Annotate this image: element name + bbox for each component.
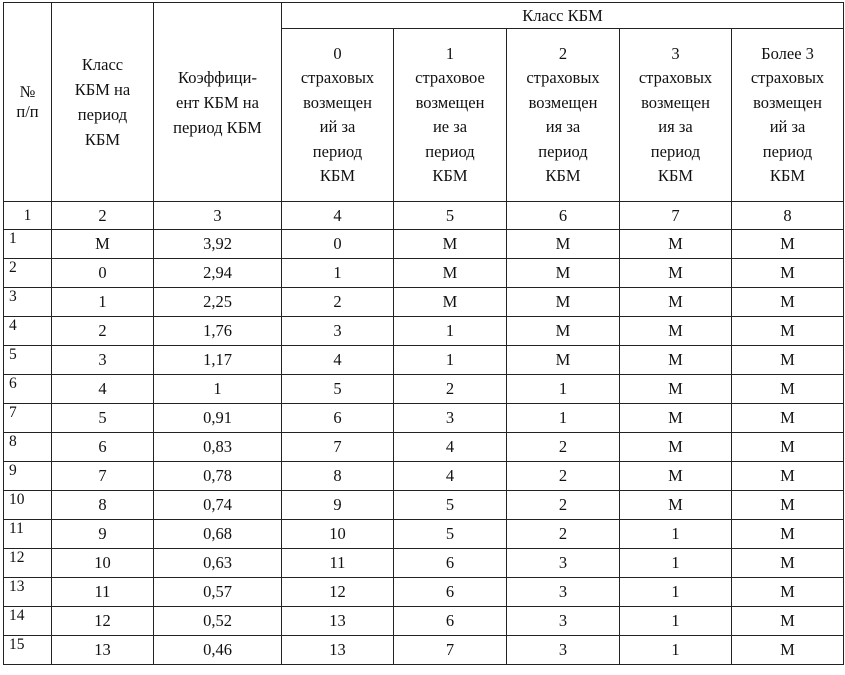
claims-0-cell: 1 [282,259,394,288]
column-number: 5 [394,202,507,230]
row-number: 12 [4,549,52,578]
row-number: 2 [4,259,52,288]
table-row [4,433,844,462]
claims-2-cell: М [507,317,620,346]
claims-1-cell: М [394,288,507,317]
claims-more-3-cell: М [732,404,844,433]
claims-1-cell: 1 [394,317,507,346]
coefficient-cell: 2,25 [154,288,282,317]
claims-0-cell: 13 [282,636,394,665]
coefficient-cell: 2,94 [154,259,282,288]
row-number: 6 [4,375,52,404]
row-number: 10 [4,491,52,520]
claims-1-cell: 5 [394,520,507,549]
claims-0-cell: 2 [282,288,394,317]
table-row [4,607,844,636]
claims-1-cell: 6 [394,607,507,636]
table-row [4,259,844,288]
claims-3-cell: М [620,375,732,404]
kbm-class-cell: 0 [52,259,154,288]
table-row [4,288,844,317]
table-row [4,578,844,607]
kbm-class-cell: 2 [52,317,154,346]
claims-3-cell: М [620,317,732,346]
claims-more-3-cell: М [732,491,844,520]
kbm-class-cell: 11 [52,578,154,607]
claims-2-cell: 3 [507,636,620,665]
header-row-number: № п/п [4,3,52,202]
claims-1-cell: М [394,259,507,288]
claims-3-cell: М [620,433,732,462]
claims-more-3-cell: М [732,346,844,375]
claims-1-cell: М [394,230,507,259]
claims-2-cell: 3 [507,607,620,636]
claims-more-3-cell: М [732,317,844,346]
claims-0-cell: 4 [282,346,394,375]
claims-1-cell: 6 [394,578,507,607]
table-row [4,636,844,665]
claims-0-cell: 6 [282,404,394,433]
claims-3-cell: М [620,491,732,520]
claims-2-cell: М [507,288,620,317]
claims-2-cell: 1 [507,404,620,433]
claims-1-cell: 2 [394,375,507,404]
coefficient-cell: 1,76 [154,317,282,346]
column-number: 2 [52,202,154,230]
table-row [4,520,844,549]
claims-more-3-cell: М [732,462,844,491]
claims-2-cell: М [507,346,620,375]
table-body [4,202,844,665]
claims-0-cell: 11 [282,549,394,578]
column-number: 8 [732,202,844,230]
claims-1-cell: 7 [394,636,507,665]
table-row [4,230,844,259]
claims-1-cell: 1 [394,346,507,375]
row-number: 8 [4,433,52,462]
claims-1-cell: 6 [394,549,507,578]
coefficient-cell: 0,63 [154,549,282,578]
coefficient-cell: 0,74 [154,491,282,520]
table-row [4,491,844,520]
kbm-class-cell: 10 [52,549,154,578]
row-number: 13 [4,578,52,607]
column-number-row [4,202,844,230]
claims-0-cell: 10 [282,520,394,549]
claims-1-cell: 4 [394,433,507,462]
column-number: 6 [507,202,620,230]
header-claims-3: 3 страховых возмещен ия за период КБМ [620,29,732,202]
kbm-class-cell: 5 [52,404,154,433]
claims-2-cell: 2 [507,462,620,491]
kbm-table [3,2,844,665]
claims-3-cell: 1 [620,636,732,665]
header-claims-more-3: Более 3 страховых возмещен ий за период КБМ [732,29,844,202]
claims-more-3-cell: М [732,259,844,288]
coefficient-cell: 0,57 [154,578,282,607]
kbm-class-cell: 3 [52,346,154,375]
claims-more-3-cell: М [732,549,844,578]
column-number: 7 [620,202,732,230]
coefficient-cell: 0,78 [154,462,282,491]
claims-more-3-cell: М [732,520,844,549]
claims-2-cell: 2 [507,433,620,462]
row-number: 15 [4,636,52,665]
table-row [4,404,844,433]
kbm-class-cell: 13 [52,636,154,665]
header-claims-0: 0 страховых возмещен ий за период КБМ [282,29,394,202]
claims-0-cell: 13 [282,607,394,636]
claims-1-cell: 3 [394,404,507,433]
row-number: 9 [4,462,52,491]
row-number: 7 [4,404,52,433]
claims-0-cell: 3 [282,317,394,346]
column-number: 1 [4,202,52,230]
claims-more-3-cell: М [732,636,844,665]
header-kbm-class: Класс КБМ на период КБМ [52,3,154,202]
claims-2-cell: 1 [507,375,620,404]
claims-2-cell: М [507,230,620,259]
claims-3-cell: М [620,288,732,317]
claims-more-3-cell: М [732,230,844,259]
table-row [4,317,844,346]
claims-2-cell: 2 [507,491,620,520]
header-kbm-class-group: Класс КБМ [282,3,844,29]
coefficient-cell: 0,68 [154,520,282,549]
kbm-class-cell: 9 [52,520,154,549]
row-number: 3 [4,288,52,317]
claims-3-cell: 1 [620,549,732,578]
kbm-class-cell: 8 [52,491,154,520]
kbm-class-cell: 12 [52,607,154,636]
claims-0-cell: 0 [282,230,394,259]
header-kbm-coefficient: Коэффици- ент КБМ на период КБМ [154,3,282,202]
claims-3-cell: М [620,230,732,259]
claims-0-cell: 9 [282,491,394,520]
claims-3-cell: 1 [620,520,732,549]
claims-0-cell: 5 [282,375,394,404]
row-number: 4 [4,317,52,346]
claims-more-3-cell: М [732,288,844,317]
kbm-class-cell: 4 [52,375,154,404]
table-row [4,462,844,491]
row-number: 11 [4,520,52,549]
coefficient-cell: 1 [154,375,282,404]
coefficient-cell: 0,46 [154,636,282,665]
claims-0-cell: 7 [282,433,394,462]
column-number: 4 [282,202,394,230]
claims-3-cell: М [620,462,732,491]
claims-0-cell: 8 [282,462,394,491]
coefficient-cell: 1,17 [154,346,282,375]
claims-3-cell: М [620,346,732,375]
claims-3-cell: М [620,259,732,288]
header-claims-1: 1 страховое возмещен ие за период КБМ [394,29,507,202]
claims-1-cell: 5 [394,491,507,520]
claims-0-cell: 12 [282,578,394,607]
column-number: 3 [154,202,282,230]
coefficient-cell: 3,92 [154,230,282,259]
kbm-class-cell: 1 [52,288,154,317]
claims-2-cell: 2 [507,520,620,549]
claims-2-cell: 3 [507,549,620,578]
claims-more-3-cell: М [732,375,844,404]
claims-3-cell: М [620,404,732,433]
coefficient-cell: 0,91 [154,404,282,433]
claims-3-cell: 1 [620,578,732,607]
row-number: 5 [4,346,52,375]
row-number: 14 [4,607,52,636]
kbm-class-cell: М [52,230,154,259]
claims-2-cell: М [507,259,620,288]
row-number: 1 [4,230,52,259]
claims-more-3-cell: М [732,578,844,607]
claims-2-cell: 3 [507,578,620,607]
header-claims-2: 2 страховых возмещен ия за период КБМ [507,29,620,202]
coefficient-cell: 0,52 [154,607,282,636]
claims-more-3-cell: М [732,607,844,636]
table-row [4,375,844,404]
kbm-class-cell: 6 [52,433,154,462]
table-row [4,549,844,578]
table-row [4,346,844,375]
claims-1-cell: 4 [394,462,507,491]
coefficient-cell: 0,83 [154,433,282,462]
claims-3-cell: 1 [620,607,732,636]
claims-more-3-cell: М [732,433,844,462]
kbm-class-cell: 7 [52,462,154,491]
